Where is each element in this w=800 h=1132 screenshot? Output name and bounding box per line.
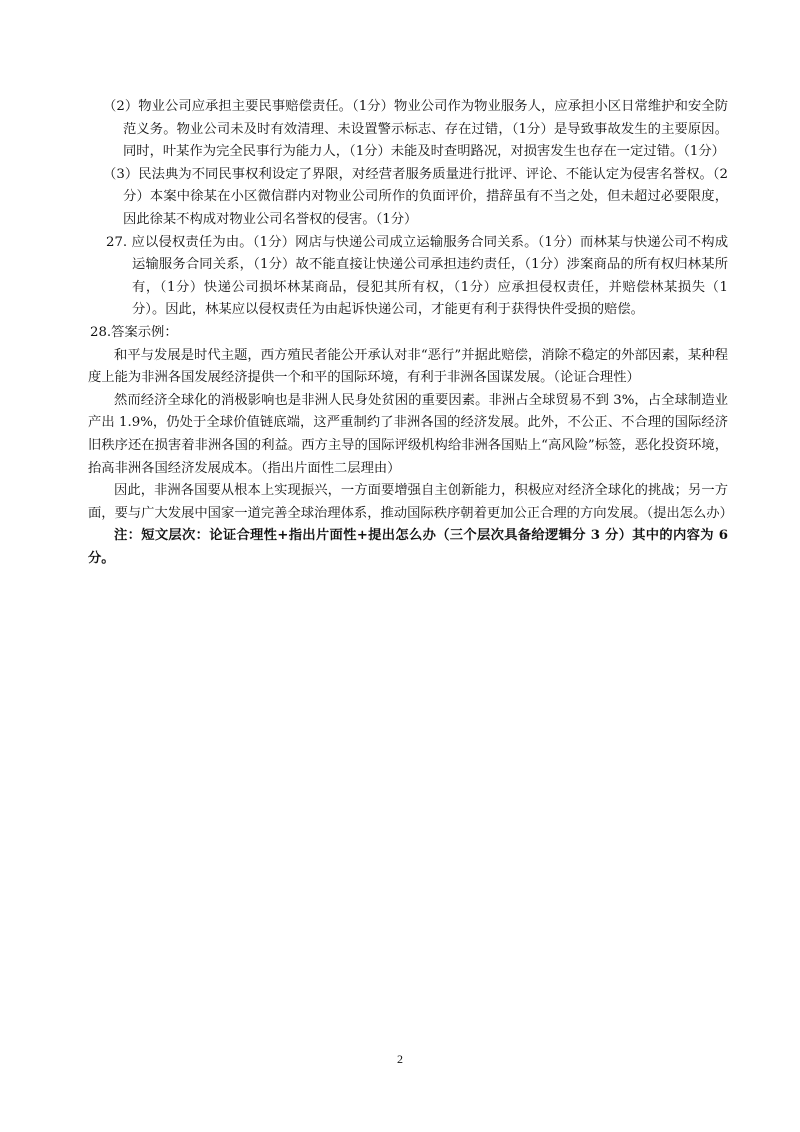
scoring-note: 注：短文层次：论证合理性+指出片面性+提出怎么办（三个层次具备给逻辑分 3 分）其中的内容为 6 分。: [88, 528, 728, 566]
answer-28-paragraph-1: 和平与发展是时代主题，西方殖民者能公开承认对非“恶行”并据此赔偿，消除不稳定的外部因素，某种程度上能为非洲各国发展经济提供一个和平的国际环境，有利于非洲各国谋发展。（论证合理性）: [88, 347, 728, 386]
answer-item-3: （3）民法典为不同民事权利设定了界限，对经营者服务质量进行批评、评论、不能认定为侵害名誉权。（2分）本案中徐某在小区微信群内对物业公司所作的负面评价，措辞虽有不当之处，但未超过必要限度，因此徐某不构成对物业公司名誉权的侵害。（1分）: [103, 166, 728, 227]
answer-28-paragraph-2: 然而经济全球化的消极影响也是非洲人民身处贫困的重要因素。非洲占全球贸易不到 3%，占全球制造业产出 1.9%，仍处于全球价值链底端，这严重制约了非洲各国的经济发展。此外，不公正、不合理的国际经济旧秩序还在损害着非洲各国的利益。西方主导的国际评级机构给非洲各国贴上“高风险”标签，恶化投资环境，抬高非洲各国经济发展成本。（指出片面性二层理由）: [88, 392, 728, 476]
answer-question-27: 27. 应以侵权责任为由。（1分）网店与快递公司成立运输服务合同关系。（1分）而林某与快递公司不构成运输服务合同关系，（1分）故不能直接让快递公司承担违约责任，（1分）涉案商品的所有权归林某所有，（1分）快递公司损坏林某商品，侵犯其所有权，（1分）应承担侵权责任，并赔偿林某损失（1分）。因此，林某应以侵权责任为由起诉快递公司，才能更有利于获得快件受损的赔偿。: [106, 234, 728, 318]
answer-question-28-heading: 28.答案示例：: [90, 324, 178, 340]
page-number: 2: [397, 1052, 403, 1066]
answer-item-2: （2）物业公司应承担主要民事赔偿责任。（1分）物业公司作为物业服务人，应承担小区日常维护和安全防范义务。物业公司未及时有效清理、未设置警示标志、存在过错，（1分）是导致事故发生的主要原因。同时，叶某作为完全民事行为能力人，（1分）未能及时查明路况，对损害发生也存在一定过错。（1分）: [103, 99, 728, 160]
answer-content: [88, 96, 733, 570]
answer-28-paragraph-3: 因此，非洲各国要从根本上实现振兴，一方面要增强自主创新能力，积极应对经济全球化的挑战；另一方面，要与广大发展中国家一道完善全球治理体系，推动国际秩序朝着更加公正合理的方向发展。（提出怎么办）: [88, 483, 733, 521]
